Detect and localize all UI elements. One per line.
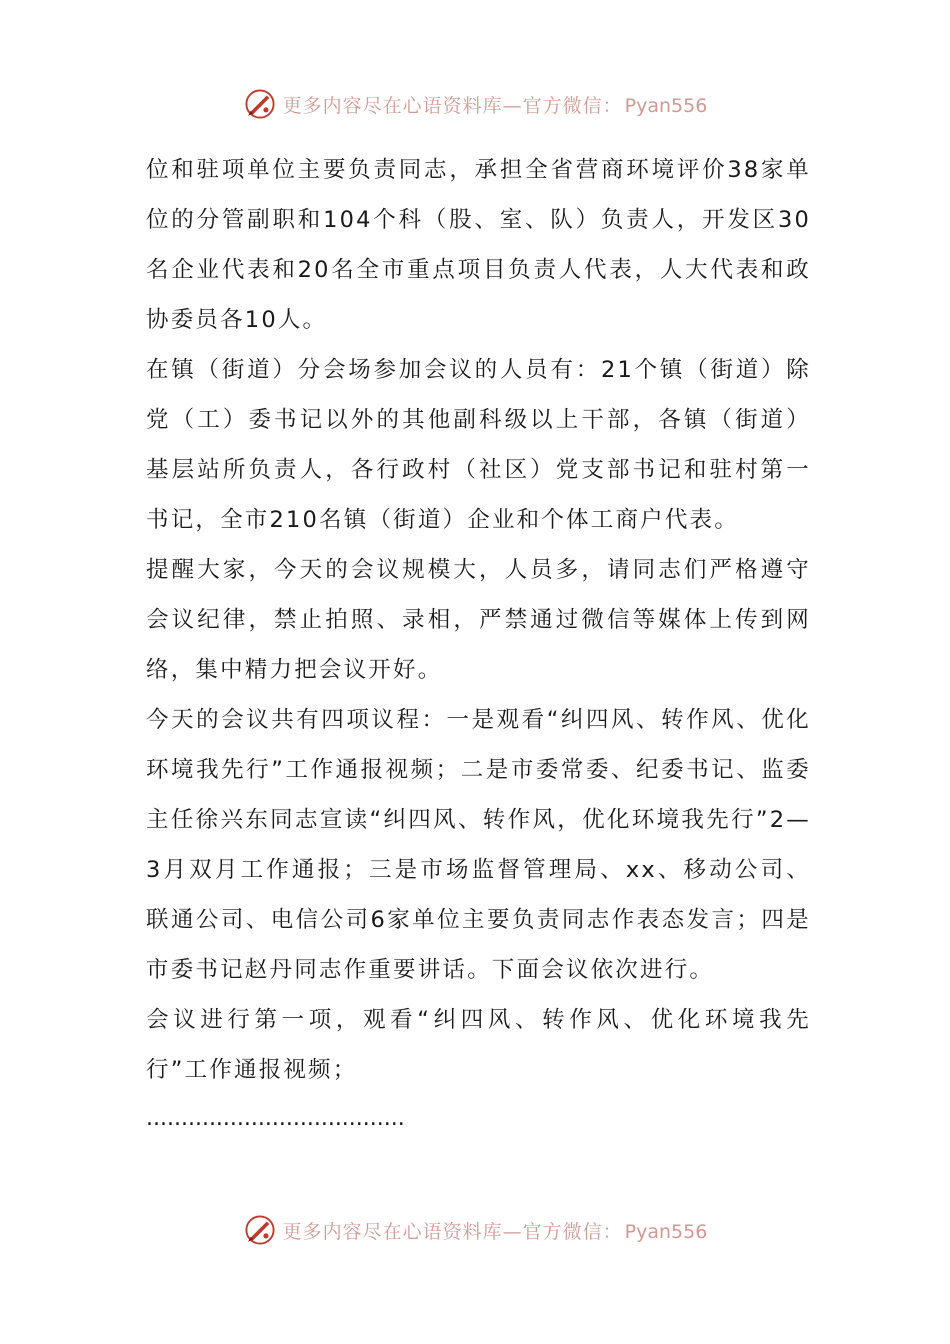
banner-text: 更多内容尽在心语资料库—官方微信： Pyan556: [282, 94, 708, 117]
paragraph-attendees-main: 位和驻项单位主要负责同志，承担全省营商环境评价38家单位的分管副职和104个科（股、室、队）负责人，开发区30名企业代表和20名全市重点项目负责人代表，人大代表和政协委员各10人。: [146, 157, 811, 333]
document-body: [146, 145, 811, 1143]
paragraph-discipline-reminder: 提醒大家，今天的会议规模大，人员多，请同志们严格遵守会议纪律，禁止拍照、录相，严禁通过微信等媒体上传到网络，集中精力把会议开好。: [146, 557, 811, 683]
banner-text: 更多内容尽在心语资料库—官方微信： Pyan556: [282, 1220, 708, 1243]
paragraph-attendees-branch: 在镇（街道）分会场参加会议的人员有：21个镇（街道）除党（工）委书记以外的其他副科级以上干部，各镇（街道）基层站所负责人，各行政村（社区）党支部书记和驻村第一书记，全市210名镇（街道）企业和个体工商户代表。: [146, 357, 811, 533]
ellipsis-line: .....................................: [146, 1106, 405, 1131]
paragraph-first-item: 会议进行第一项，观看“纠四风、转作风、优化环境我先行”工作通报视频；: [146, 1007, 811, 1083]
wechat-id: Pyan556: [624, 1220, 708, 1243]
pen-circle-logo-icon: [243, 1213, 277, 1247]
header-banner: [0, 82, 950, 126]
wechat-id: Pyan556: [624, 94, 708, 117]
pen-circle-logo-icon: [243, 87, 277, 121]
paragraph-agenda: 今天的会议共有四项议程：一是观看“纠四风、转作风、优化环境我先行”工作通报视频；二是市委常委、纪委书记、监委主任徐兴东同志宣读“纠四风、转作风，优化环境我先行”2—3月双月工作通报；三是市场监督管理局、xx、移动公司、联通公司、电信公司6家单位主要负责同志作表态发言；四是市委书记赵丹同志作重要讲话。下面会议依次进行。: [146, 707, 811, 983]
footer-banner: [0, 1208, 950, 1252]
